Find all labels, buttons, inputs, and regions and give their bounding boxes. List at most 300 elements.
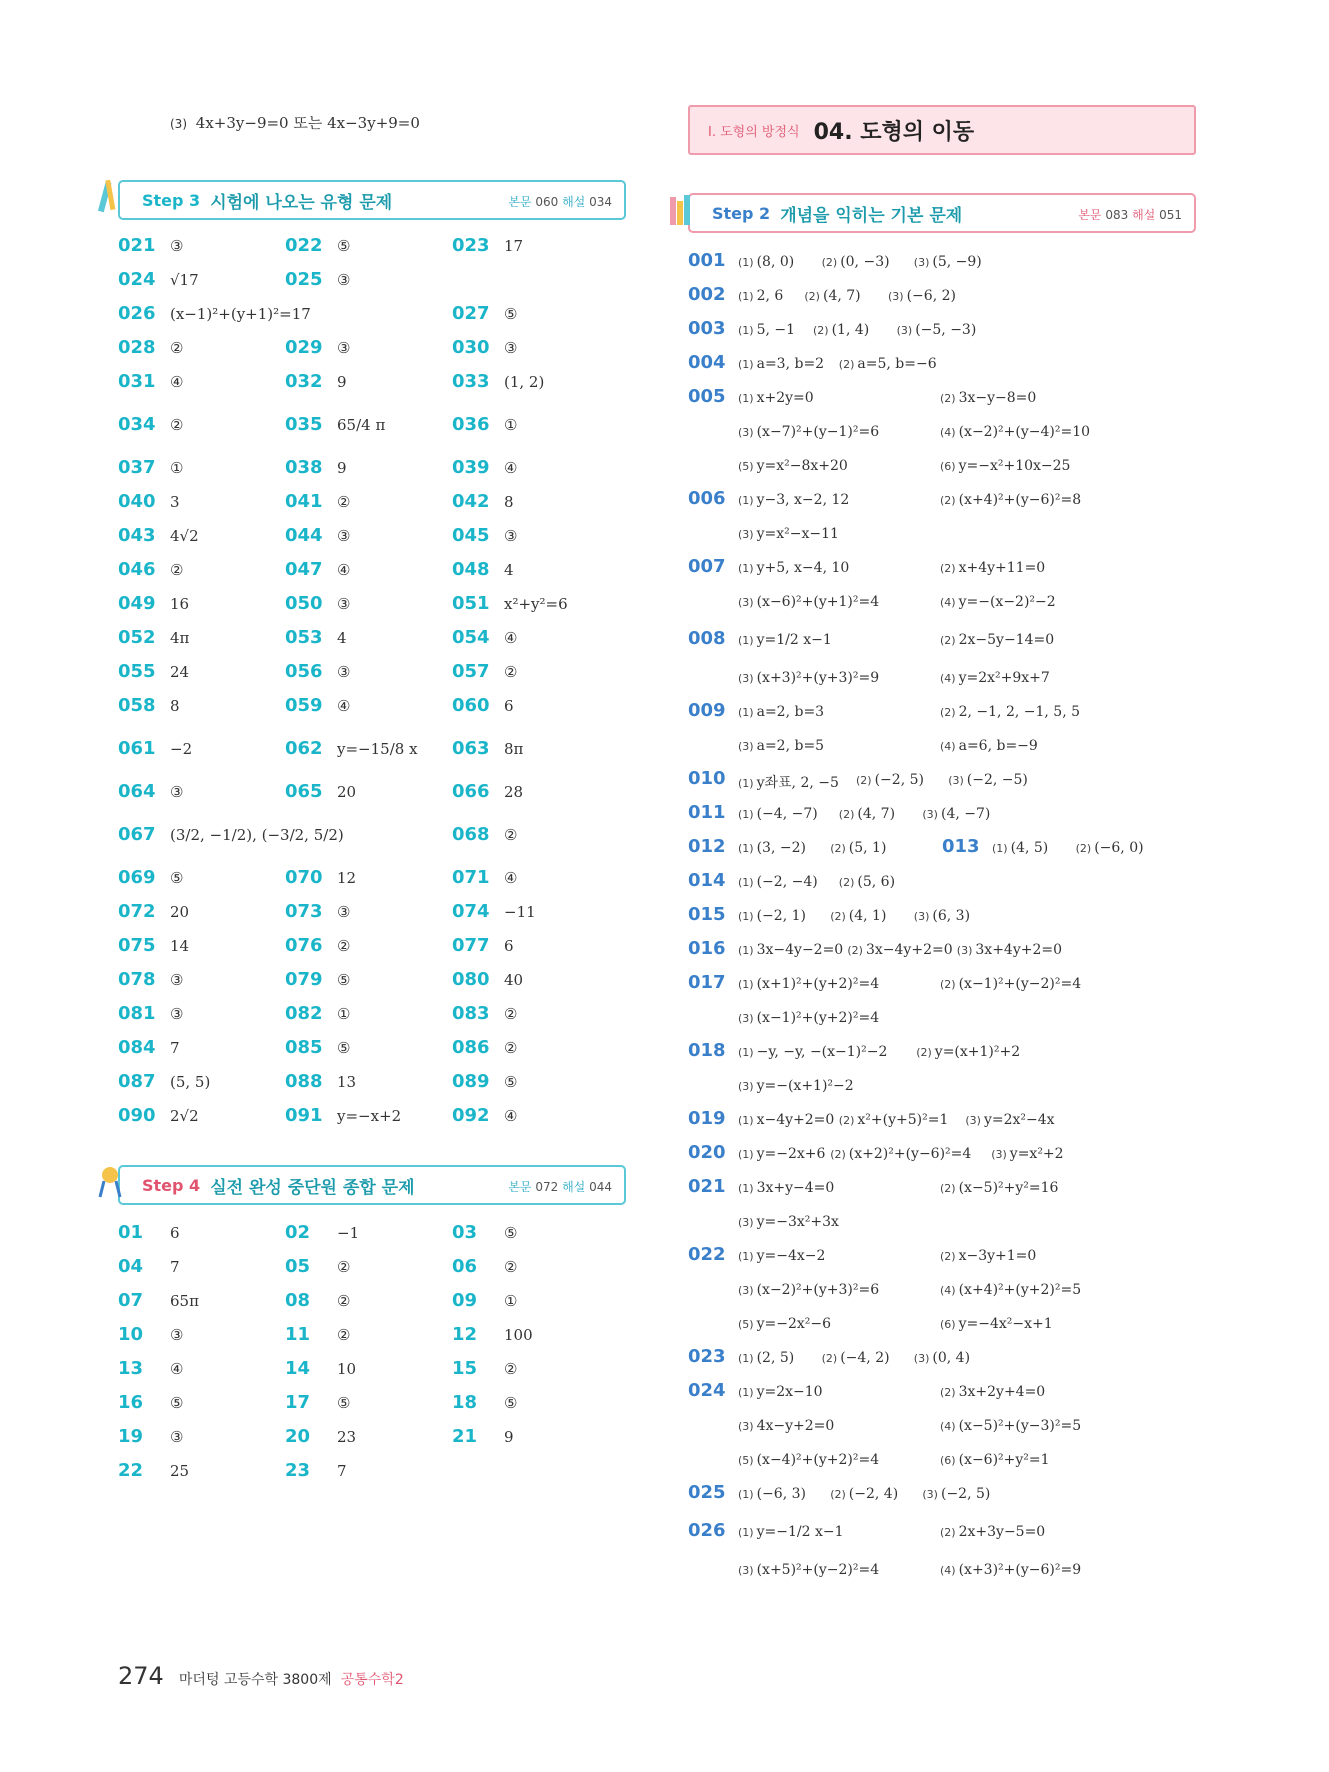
answer-value: ② bbox=[337, 493, 351, 511]
answer-number: 013 bbox=[942, 836, 980, 857]
part-label: (2) bbox=[821, 256, 838, 269]
part-value: (x+1)²+(y+2)²=4 bbox=[756, 976, 880, 992]
answer-cell bbox=[118, 738, 192, 759]
answer-number: 18 bbox=[452, 1392, 478, 1413]
answer-number: 060 bbox=[452, 695, 490, 716]
part-value: (x−7)²+(y−1)²=6 bbox=[756, 424, 880, 440]
answer-number: 047 bbox=[285, 559, 323, 580]
answer-value: 4√2 bbox=[170, 527, 199, 545]
answer-number: 044 bbox=[285, 525, 323, 546]
answer-number: 15 bbox=[452, 1358, 478, 1379]
answer-value: y=−x+2 bbox=[337, 1107, 402, 1125]
step2-row bbox=[688, 628, 1208, 658]
answer-cell bbox=[285, 559, 350, 580]
step2-row bbox=[688, 1142, 1208, 1172]
answer-number: 22 bbox=[118, 1460, 144, 1481]
answer-part bbox=[856, 772, 924, 788]
part-value: y=−4x²−x+1 bbox=[958, 1316, 1053, 1332]
part-label: (3) bbox=[738, 528, 754, 541]
answer-value: 10 bbox=[337, 1360, 357, 1378]
answer-number: 077 bbox=[452, 935, 490, 956]
answer-value: 12 bbox=[337, 869, 357, 887]
answer-cell bbox=[285, 935, 350, 956]
answer-part bbox=[914, 254, 982, 270]
part-label: (3) bbox=[738, 1420, 754, 1433]
answer-cell bbox=[452, 935, 514, 956]
part-value: a=5, b=−6 bbox=[857, 356, 937, 372]
answer-value: 9 bbox=[337, 459, 347, 477]
answer-cell bbox=[118, 627, 189, 648]
answer-cell bbox=[118, 1290, 199, 1311]
answer-number: 081 bbox=[118, 1003, 156, 1024]
answer-number: 005 bbox=[688, 386, 726, 407]
part-label: (1) bbox=[738, 944, 754, 957]
answer-cell bbox=[118, 867, 183, 888]
part-value: (x−5)²+(y−3)²=5 bbox=[958, 1418, 1082, 1434]
answer-number: 070 bbox=[285, 867, 323, 888]
answer-number: 10 bbox=[118, 1324, 144, 1345]
answer-number: 055 bbox=[118, 661, 156, 682]
answer-value: ② bbox=[337, 1326, 351, 1344]
answer-cell bbox=[118, 1392, 183, 1413]
part-label: (3) bbox=[896, 324, 913, 337]
answer-number: 053 bbox=[285, 627, 323, 648]
answer-part bbox=[804, 288, 860, 304]
part-label: (6) bbox=[940, 1318, 956, 1331]
answer-part bbox=[940, 560, 1045, 576]
part-label: (1) bbox=[738, 910, 754, 923]
answer-cell bbox=[118, 1426, 183, 1447]
answer-value: ③ bbox=[337, 339, 351, 357]
part-label: (3) bbox=[913, 256, 930, 269]
chapter-header bbox=[688, 105, 1196, 155]
answer-value: 4 bbox=[504, 561, 514, 579]
answer-number: 021 bbox=[118, 235, 156, 256]
answer-part bbox=[897, 322, 977, 338]
answer-value: 7 bbox=[170, 1039, 180, 1057]
part-label: (4) bbox=[940, 426, 956, 439]
answer-cell bbox=[452, 1426, 514, 1447]
part-label: (2) bbox=[940, 392, 956, 405]
answer-value: ③ bbox=[170, 1326, 184, 1344]
answer-cell bbox=[118, 824, 344, 845]
answer-number: 092 bbox=[452, 1105, 490, 1126]
answer-number: 049 bbox=[118, 593, 156, 614]
answer-number: 084 bbox=[118, 1037, 156, 1058]
part-value: y=−2x²−6 bbox=[756, 1316, 832, 1332]
part-label: (2) bbox=[838, 1114, 855, 1127]
part-value: 2x+3y−5=0 bbox=[958, 1524, 1046, 1540]
part-value: y=(x+1)²+2 bbox=[934, 1044, 1021, 1060]
ref-label: 본문 bbox=[1078, 208, 1102, 222]
answer-value: 28 bbox=[504, 783, 524, 801]
answer-cell bbox=[452, 1071, 517, 1092]
answer-cell bbox=[285, 491, 350, 512]
part-label: (3) bbox=[738, 740, 754, 753]
answer-cell bbox=[285, 1358, 356, 1379]
answer-value: 65/4 π bbox=[337, 416, 386, 434]
answer-part bbox=[822, 254, 890, 270]
answer-value: ② bbox=[504, 826, 518, 844]
answer-number: 015 bbox=[688, 904, 726, 925]
answer-value: 25 bbox=[170, 1462, 190, 1480]
part-label: (3) bbox=[738, 426, 754, 439]
answer-value: ③ bbox=[170, 1428, 184, 1446]
part-value: x+4y+11=0 bbox=[958, 560, 1046, 576]
part-label: (1) bbox=[738, 358, 754, 371]
answer-number: 039 bbox=[452, 457, 490, 478]
part-label: (4) bbox=[940, 740, 956, 753]
step2-row bbox=[688, 938, 1208, 968]
part-label: (1) bbox=[738, 706, 754, 719]
answer-cell bbox=[285, 1105, 401, 1126]
part-value: (−2, 4) bbox=[848, 1486, 899, 1502]
answer-part bbox=[738, 1214, 839, 1230]
step2-row bbox=[688, 802, 1208, 832]
part-label: (4) bbox=[940, 1420, 956, 1433]
answer-number: 002 bbox=[688, 284, 726, 305]
step2-row bbox=[688, 836, 1208, 866]
answer-value: ⑤ bbox=[337, 1394, 351, 1412]
answer-part bbox=[940, 1282, 1081, 1298]
answer-number: 010 bbox=[688, 768, 726, 789]
answer-part bbox=[738, 1524, 843, 1540]
ref-number: 083 bbox=[1105, 208, 1129, 222]
answer-part bbox=[738, 1452, 879, 1468]
part-value: y=−2x+6 bbox=[756, 1146, 826, 1162]
answer-number: 046 bbox=[118, 559, 156, 580]
answer-part bbox=[738, 1112, 834, 1128]
part-value: y=x²−x−11 bbox=[756, 526, 839, 542]
answer-cell bbox=[285, 969, 350, 990]
part-value: 3x+y−4=0 bbox=[756, 1180, 835, 1196]
part-label: (2) bbox=[940, 1386, 956, 1399]
book-title: 마더텅 고등수학 3800제 bbox=[178, 1672, 332, 1688]
answer-part bbox=[839, 806, 895, 822]
answer-part bbox=[888, 288, 956, 304]
answer-cell bbox=[118, 781, 183, 802]
step2-row bbox=[688, 454, 1208, 484]
answer-cell bbox=[452, 303, 517, 324]
answer-value: ⑤ bbox=[504, 1073, 518, 1091]
answer-value: y=−15/8 x bbox=[337, 740, 418, 758]
part-label: (1) bbox=[738, 392, 754, 405]
step2-row bbox=[688, 768, 1208, 798]
part-label: (2) bbox=[940, 634, 956, 647]
answer-cell bbox=[285, 867, 356, 888]
answer-cell bbox=[452, 337, 517, 358]
part-value: (6, 3) bbox=[932, 908, 971, 924]
answer-number: 003 bbox=[688, 318, 726, 339]
answer-number: 071 bbox=[452, 867, 490, 888]
answer-part bbox=[940, 594, 1056, 610]
answer-value: ② bbox=[170, 416, 184, 434]
answer-number: 09 bbox=[452, 1290, 478, 1311]
answer-cell bbox=[118, 525, 199, 546]
answer-value: ③ bbox=[170, 1005, 184, 1023]
part-value: (8, 0) bbox=[756, 254, 795, 270]
part-value: (−2, 1) bbox=[756, 908, 806, 924]
answer-part bbox=[738, 772, 839, 792]
answer-cell bbox=[452, 491, 514, 512]
answer-part bbox=[940, 1384, 1045, 1400]
answer-cell bbox=[452, 695, 514, 716]
answer-value: ② bbox=[337, 937, 351, 955]
answer-value: ② bbox=[504, 1360, 518, 1378]
answer-value: 20 bbox=[337, 783, 357, 801]
answer-part bbox=[738, 1418, 834, 1434]
answer-part bbox=[922, 1486, 990, 1502]
part-value: 2, 6 bbox=[756, 288, 784, 304]
answer-value: 6 bbox=[504, 937, 514, 955]
ref-label: 해설 bbox=[1132, 208, 1156, 222]
part-label: (1) bbox=[738, 1526, 754, 1539]
part-value: (x+2)²+(y−6)²=4 bbox=[848, 1146, 972, 1162]
answer-cell bbox=[285, 901, 350, 922]
answer-number: 024 bbox=[118, 269, 156, 290]
answer-part bbox=[1076, 840, 1144, 856]
part-value: y=−3x²+3x bbox=[756, 1214, 839, 1230]
part-label: (3) bbox=[738, 1080, 754, 1093]
answer-part bbox=[738, 492, 849, 508]
part-label: (2) bbox=[940, 706, 956, 719]
answer-cell bbox=[118, 593, 189, 614]
answer-number: 061 bbox=[118, 738, 156, 759]
part-value: (−6, 3) bbox=[756, 1486, 806, 1502]
answer-value: 23 bbox=[337, 1428, 357, 1446]
answer-part bbox=[738, 908, 806, 924]
answer-number: 088 bbox=[285, 1071, 323, 1092]
part-label: (5) bbox=[738, 460, 754, 473]
answer-part bbox=[738, 458, 848, 474]
answer-cell bbox=[452, 627, 517, 648]
part-label: (1) bbox=[992, 842, 1008, 855]
step4-title: 실전 완성 중단원 종합 문제 bbox=[210, 1177, 415, 1198]
part-label: (3) bbox=[991, 1148, 1007, 1161]
answer-value: ④ bbox=[504, 869, 518, 887]
answer-number: 019 bbox=[688, 1108, 726, 1129]
part-value: 2x−5y−14=0 bbox=[958, 632, 1055, 648]
step4-ref bbox=[508, 1178, 612, 1195]
answer-value: x²+y²=6 bbox=[504, 595, 568, 613]
answer-value: 6 bbox=[504, 697, 514, 715]
answer-number: 030 bbox=[452, 337, 490, 358]
answer-number: 12 bbox=[452, 1324, 478, 1345]
part-label: (3) bbox=[738, 1564, 754, 1577]
step2-row bbox=[688, 522, 1208, 552]
answer-cell bbox=[118, 935, 189, 956]
part-label: (1) bbox=[738, 562, 754, 575]
part-value: y=1/2 x−1 bbox=[756, 632, 832, 648]
part-label: (4) bbox=[940, 672, 956, 685]
part-value: y−3, x−2, 12 bbox=[756, 492, 850, 508]
answer-cell bbox=[452, 457, 517, 478]
answer-value: ④ bbox=[504, 1107, 518, 1125]
answer-number: 023 bbox=[452, 235, 490, 256]
answer-value: ⑤ bbox=[504, 305, 518, 323]
top-line bbox=[170, 112, 420, 133]
part-value: 3x+2y+4=0 bbox=[958, 1384, 1046, 1400]
answer-value: 2√2 bbox=[170, 1107, 199, 1125]
part-label: (4) bbox=[940, 1564, 956, 1577]
answer-part bbox=[738, 254, 794, 270]
answer-number: 11 bbox=[285, 1324, 311, 1345]
part-value: 3x−4y+2=0 bbox=[865, 942, 953, 958]
answer-cell bbox=[452, 1392, 517, 1413]
answer-value: ④ bbox=[337, 697, 351, 715]
part-label: (3) bbox=[948, 774, 964, 787]
part-value: (4, 7) bbox=[822, 288, 861, 304]
part-value: (0, 4) bbox=[932, 1350, 971, 1366]
answer-value: (x−1)²+(y+1)²=17 bbox=[170, 305, 311, 323]
ref-label: 본문 bbox=[508, 1180, 532, 1194]
answer-cell bbox=[285, 457, 347, 478]
answer-number: 048 bbox=[452, 559, 490, 580]
answer-cell bbox=[452, 901, 536, 922]
step2-row bbox=[688, 1346, 1208, 1376]
answer-cell bbox=[118, 1037, 180, 1058]
answer-part bbox=[738, 1562, 879, 1578]
answer-cell bbox=[452, 1256, 517, 1277]
answer-cell bbox=[452, 235, 523, 256]
answer-part bbox=[914, 908, 970, 924]
answer-value: −11 bbox=[504, 903, 536, 921]
answer-value: ③ bbox=[337, 903, 351, 921]
answer-cell bbox=[452, 1105, 517, 1126]
answer-number: 01 bbox=[118, 1222, 144, 1243]
answer-part bbox=[940, 704, 1080, 720]
part-label: (2) bbox=[1075, 842, 1092, 855]
answer-number: 051 bbox=[452, 593, 490, 614]
answer-cell bbox=[285, 1003, 350, 1024]
step2-header bbox=[688, 193, 1196, 233]
answer-number: 041 bbox=[285, 491, 323, 512]
answer-value: ⑤ bbox=[337, 971, 351, 989]
ref-label: 해설 bbox=[562, 1180, 586, 1194]
answer-value: ④ bbox=[170, 1360, 184, 1378]
answer-part bbox=[940, 632, 1054, 648]
answer-part bbox=[830, 1146, 971, 1162]
answer-part bbox=[738, 1010, 879, 1026]
part-value: (−2, 5) bbox=[874, 772, 924, 788]
part-label: (1) bbox=[738, 1488, 754, 1501]
answer-part bbox=[738, 288, 783, 304]
answer-number: 042 bbox=[452, 491, 490, 512]
part-value: x−3y+1=0 bbox=[958, 1248, 1037, 1264]
answer-cell bbox=[452, 969, 523, 990]
answer-cell bbox=[118, 269, 199, 290]
answer-value: ③ bbox=[337, 595, 351, 613]
answer-value: ④ bbox=[504, 459, 518, 477]
part-label: (1) bbox=[738, 290, 754, 303]
answer-cell bbox=[452, 781, 523, 802]
answer-part bbox=[916, 1044, 1020, 1060]
part-label: (1) bbox=[738, 1148, 754, 1161]
answer-part bbox=[940, 1316, 1053, 1332]
answer-cell bbox=[118, 559, 183, 580]
answer-part bbox=[738, 560, 849, 576]
part-value: (−2, −5) bbox=[966, 772, 1028, 788]
answer-number: 065 bbox=[285, 781, 323, 802]
part-value: (2, 5) bbox=[756, 1350, 795, 1366]
answer-value: ④ bbox=[504, 629, 518, 647]
part-label: (2) bbox=[830, 1488, 846, 1501]
step2-row bbox=[688, 352, 1208, 382]
answer-cell bbox=[285, 593, 350, 614]
step2-row bbox=[688, 488, 1208, 518]
step2-row bbox=[688, 972, 1208, 1002]
answer-cell bbox=[452, 824, 517, 845]
answer-value: 20 bbox=[170, 903, 190, 921]
part-label: (1) bbox=[738, 1352, 754, 1365]
part-label: (2) bbox=[838, 358, 855, 371]
answer-part bbox=[738, 632, 832, 648]
answer-number: 20 bbox=[285, 1426, 311, 1447]
part-value: y=2x−10 bbox=[756, 1384, 823, 1400]
step2-row bbox=[688, 1040, 1208, 1070]
answer-cell bbox=[285, 1222, 359, 1243]
part-value: (x−6)²+y²=1 bbox=[958, 1452, 1050, 1468]
answer-value: ③ bbox=[337, 663, 351, 681]
part-value: x+2y=0 bbox=[756, 390, 814, 406]
part-value: (4, 5) bbox=[1010, 840, 1049, 856]
part-value: y=2x²−4x bbox=[983, 1112, 1055, 1128]
part-label: (3) bbox=[956, 944, 973, 957]
answer-number: 029 bbox=[285, 337, 323, 358]
answer-number: 027 bbox=[452, 303, 490, 324]
part-value: (5, 1) bbox=[848, 840, 887, 856]
answer-number: 073 bbox=[285, 901, 323, 922]
step2-row bbox=[688, 1108, 1208, 1138]
part-value: a=2, b=5 bbox=[756, 738, 825, 754]
part-value: (1, 4) bbox=[831, 322, 870, 338]
answer-value: 3 bbox=[170, 493, 180, 511]
answer-value: 13 bbox=[337, 1073, 357, 1091]
part-value: (x+3)²+(y+3)²=9 bbox=[756, 670, 880, 686]
answer-value: (1, 2) bbox=[504, 373, 545, 391]
step2-row bbox=[688, 1520, 1208, 1550]
part-label: (5) bbox=[738, 1454, 754, 1467]
answer-cell bbox=[118, 1222, 180, 1243]
answer-part bbox=[738, 1316, 831, 1332]
answer-part bbox=[738, 874, 818, 890]
answer-number: 007 bbox=[688, 556, 726, 577]
part-value: (x−1)²+(y−2)²=4 bbox=[958, 976, 1082, 992]
answer-cell bbox=[285, 1460, 347, 1481]
answer-number: 038 bbox=[285, 457, 323, 478]
part-value: 2, −1, 2, −1, 5, 5 bbox=[958, 704, 1080, 720]
part-value: (x−6)²+(y+1)²=4 bbox=[756, 594, 880, 610]
answer-cell bbox=[285, 627, 347, 648]
part-value: 3x−4y−2=0 bbox=[756, 942, 844, 958]
answer-cell bbox=[452, 525, 517, 546]
part-value: (0, −3) bbox=[840, 254, 890, 270]
part-label: (2) bbox=[830, 842, 846, 855]
answer-number: 028 bbox=[118, 337, 156, 358]
answer-cell bbox=[285, 781, 356, 802]
part-label: (3) bbox=[888, 290, 904, 303]
part-label: (2) bbox=[940, 494, 956, 507]
answer-value: (5, 5) bbox=[170, 1073, 211, 1091]
answer-cell bbox=[285, 1256, 350, 1277]
part-label: (1) bbox=[738, 777, 754, 790]
answer-cell bbox=[285, 414, 385, 435]
part-label: (2) bbox=[847, 944, 863, 957]
answer-cell bbox=[452, 371, 544, 392]
answer-value: ⑤ bbox=[504, 1224, 518, 1242]
part-value: a=3, b=2 bbox=[756, 356, 825, 372]
answer-number: 063 bbox=[452, 738, 490, 759]
